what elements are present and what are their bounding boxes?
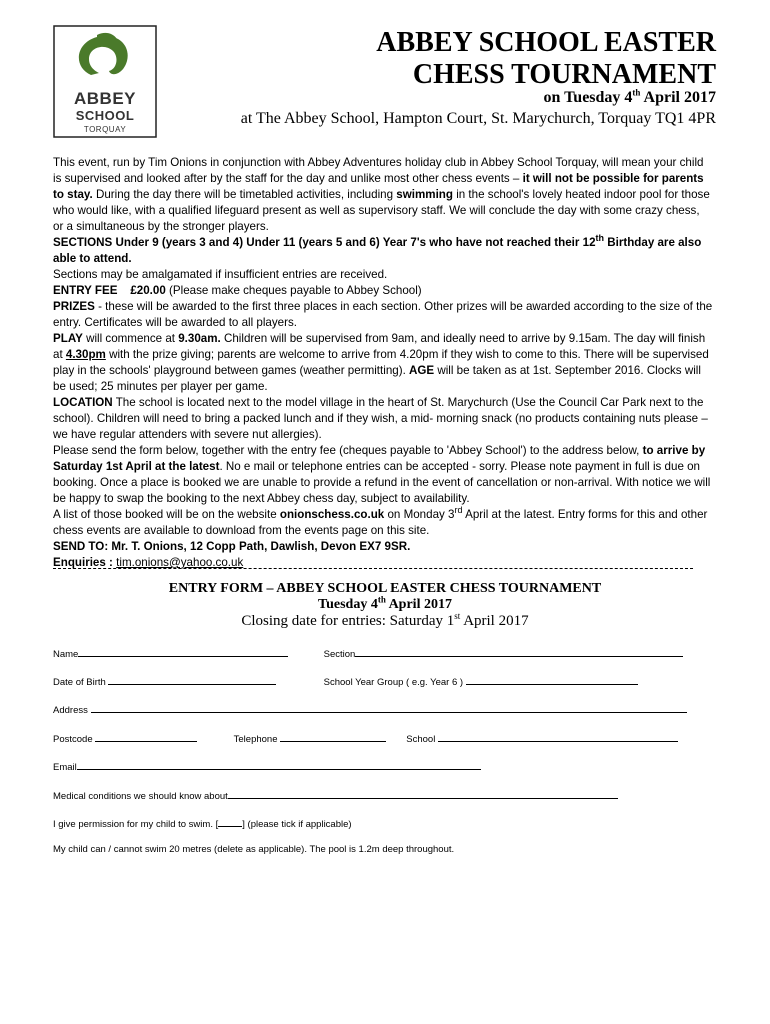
play-finish-time: 4.30pm <box>65 348 106 361</box>
send-paragraph <box>53 443 713 507</box>
title-line-1: ABBEY SCHOOL EASTER <box>376 27 716 58</box>
cut-line-divider <box>53 568 693 569</box>
send-text-b: . No e mail or telephone entries can be accepted - sorry. Please note payment in full is due on booking. Once a place is booked we are unable to provide a refund in the event of cancellation or non-arrival. With notice we will be happy to swap the booking to the next Abbey chess day, subject to availability. <box>53 460 711 505</box>
entry-fee-amount: £20.00 <box>130 284 166 297</box>
address-input-line[interactable] <box>91 702 687 713</box>
year-group-field[interactable] <box>324 674 638 688</box>
send-to-address <box>53 539 713 555</box>
prizes-text: - these will be awarded to the first three places in each section. Other prizes will be awarded according to the size of the entry. Certificates will be awarded to all players. <box>53 300 713 329</box>
sections-text: Under 9 (years 3 and 4) Under 11 (years 5 and 6) Year 7's who have not reached their 12 <box>112 236 596 249</box>
form-row-address <box>53 702 687 716</box>
location-paragraph <box>53 395 713 443</box>
play-text-d: will be taken as at 1st. September 2016. Clocks will be used; 25 minutes per player per game. <box>53 364 701 393</box>
entry-fee-label: ENTRY FEE <box>53 284 118 297</box>
dob-input-line[interactable] <box>108 674 276 685</box>
sections-label: SECTIONS <box>53 236 113 249</box>
dob-label: Date of Birth <box>53 677 109 688</box>
address-label: Address <box>53 705 91 716</box>
postcode-label: Postcode <box>53 734 96 745</box>
list-sup: rd <box>454 505 463 516</box>
logo-torquay-text: TORQUAY <box>83 125 127 134</box>
play-text-c: with the prize giving; parents are welcome to arrive from 4.20pm if they wish to come to this. There will be supervised play in the schools' playground between games (weather permitting). <box>53 348 709 377</box>
prizes-label: PRIZES <box>53 300 95 313</box>
email-input-line[interactable] <box>77 759 481 770</box>
name-field[interactable] <box>53 646 321 660</box>
event-date-suffix: April 2017 <box>640 89 716 106</box>
section-field[interactable] <box>324 646 684 660</box>
logo-school-text: SCHOOL <box>75 108 135 123</box>
play-text-a: will commence at <box>82 332 179 345</box>
school-field[interactable] <box>406 731 678 745</box>
address-field[interactable] <box>53 702 687 716</box>
entry-fee-paragraph <box>53 283 713 299</box>
intro-text-a: This event, run by Tim Onions in conjunction with Abbey Adventures holiday club in Abbey School Torquay, will mean your child is supervised and looked after by the staff for the day and unlike most other chess events – <box>53 156 704 185</box>
website-link[interactable]: onionschess.co.uk <box>279 508 385 521</box>
intro-text-c: in the school's lovely heated indoor pool for those who would like, with a qualified lifeguard present as well as supervisory staff. We will conclude the day with some crazy chess, or a simultaneous by the stronger players. <box>53 188 710 233</box>
email-label: Email <box>53 762 77 773</box>
event-venue: at The Abbey School, Hampton Court, St. Marychurch, Torquay TQ1 4PR <box>240 110 716 127</box>
intro-text-bold: it will not be possible for parents to stay. <box>53 172 704 201</box>
play-time: 9.30am. <box>178 332 221 345</box>
form-row-email <box>53 759 481 773</box>
location-text: The school is located next to the model village in the heart of St. Marychurch (Use the Council Car Park next to the school). Children will need to bring a packed lunch and if they wish, a mid- morning snack (no products containing nuts please – we have regular attenders with severe nut allergies). <box>53 396 708 441</box>
form-date-prefix: Tuesday 4 <box>318 597 378 612</box>
year-group-label: School Year Group ( e.g. Year 6 ) <box>323 677 466 688</box>
school-label: School <box>406 734 438 745</box>
section-label: Section <box>323 649 356 660</box>
intro-paragraph <box>53 155 713 235</box>
section-input-line[interactable] <box>355 646 683 657</box>
entry-form-title: ENTRY FORM – ABBEY SCHOOL EASTER CHESS TOURNAMENT <box>168 581 602 596</box>
form-date-sup: th <box>377 594 386 605</box>
sections-sup: th <box>595 233 605 244</box>
age-label: AGE <box>409 364 435 377</box>
form-row-contact <box>53 731 678 745</box>
sections-paragraph <box>53 235 713 267</box>
dob-field[interactable] <box>53 674 321 688</box>
entry-fee-note: (Please make cheques payable to Abbey School) <box>165 284 422 297</box>
title-line-2: CHESS TOURNAMENT <box>412 59 716 90</box>
medical-input-line[interactable] <box>228 788 618 799</box>
swim-permission-tick-box[interactable] <box>218 816 242 827</box>
medical-field[interactable] <box>53 788 618 802</box>
school-input-line[interactable] <box>438 731 678 742</box>
telephone-label: Telephone <box>233 734 281 745</box>
telephone-input-line[interactable] <box>280 731 386 742</box>
list-text-a: A list of those booked will be on the website <box>53 508 280 521</box>
email-field[interactable] <box>53 759 481 773</box>
form-row-swim-ability <box>53 844 454 855</box>
event-date-sup: th <box>632 87 641 98</box>
form-row-swim-permission <box>53 816 352 830</box>
intro-text-b: During the day there will be timetabled activities, including <box>92 188 397 201</box>
prizes-paragraph <box>53 299 713 331</box>
postcode-field[interactable] <box>53 731 231 745</box>
send-to-text: SEND TO: Mr. T. Onions, 12 Copp Path, Dawlish, Devon EX7 9SR. <box>53 540 411 553</box>
closing-prefix: Closing date for entries: Saturday 1 <box>241 613 455 629</box>
event-description <box>53 155 713 571</box>
name-input-line[interactable] <box>78 646 288 657</box>
closing-sup: st <box>454 611 461 621</box>
enquiries-label: Enquiries : <box>53 556 117 569</box>
intro-swimming: swimming <box>396 188 453 201</box>
list-text-b: on Monday 3 <box>384 508 455 521</box>
play-paragraph <box>53 331 713 395</box>
event-date <box>543 89 716 107</box>
closing-date <box>0 613 770 630</box>
amalgamated-note: Sections may be amalgamated if insufficient entries are received. <box>53 268 388 281</box>
list-text-c: April at the latest. Entry forms for this and other chess events are available to download from the events page on this site. <box>53 508 708 537</box>
postcode-input-line[interactable] <box>95 731 197 742</box>
name-label: Name <box>53 649 79 660</box>
logo-abbey-text: ABBEY <box>73 89 136 108</box>
send-deadline: to arrive by Saturday 1st April at the latest <box>53 444 706 473</box>
telephone-field[interactable] <box>234 731 404 745</box>
list-paragraph <box>53 507 713 539</box>
location-label: LOCATION <box>53 396 113 409</box>
year-group-input-line[interactable] <box>466 674 638 685</box>
form-row-medical <box>53 788 618 802</box>
sections-tail: Birthday are also able to attend. <box>53 236 702 265</box>
medical-label: Medical conditions we should know about <box>53 791 228 802</box>
swim-permission-text-a: I give permission for my child to swim. [ <box>53 819 219 830</box>
send-text-a: Please send the form below, together with the entry fee (cheques payable to 'Abbey School') to the address below, <box>53 444 643 457</box>
form-row-name <box>53 646 683 660</box>
form-date-suffix: April 2017 <box>385 597 452 612</box>
swim-permission-text-b: ] (please tick if applicable) <box>242 819 352 830</box>
entry-form-date <box>0 594 770 613</box>
school-logo <box>53 25 157 138</box>
closing-suffix: April 2017 <box>460 613 529 629</box>
swim-ability-text: My child can / cannot swim 20 metres (delete as applicable). The pool is 1.2m deep throughout. <box>53 844 455 855</box>
play-text-b: Children will be supervised from 9am, and ideally need to arrive by 9.15am. The day will finish at <box>53 332 706 361</box>
page-title <box>376 27 716 91</box>
play-label: PLAY <box>53 332 83 345</box>
form-row-dob <box>53 674 638 688</box>
event-date-prefix: on Tuesday 4 <box>543 89 633 106</box>
enquiries-email-link[interactable]: tim.onions@yahoo.co.uk <box>116 556 244 569</box>
